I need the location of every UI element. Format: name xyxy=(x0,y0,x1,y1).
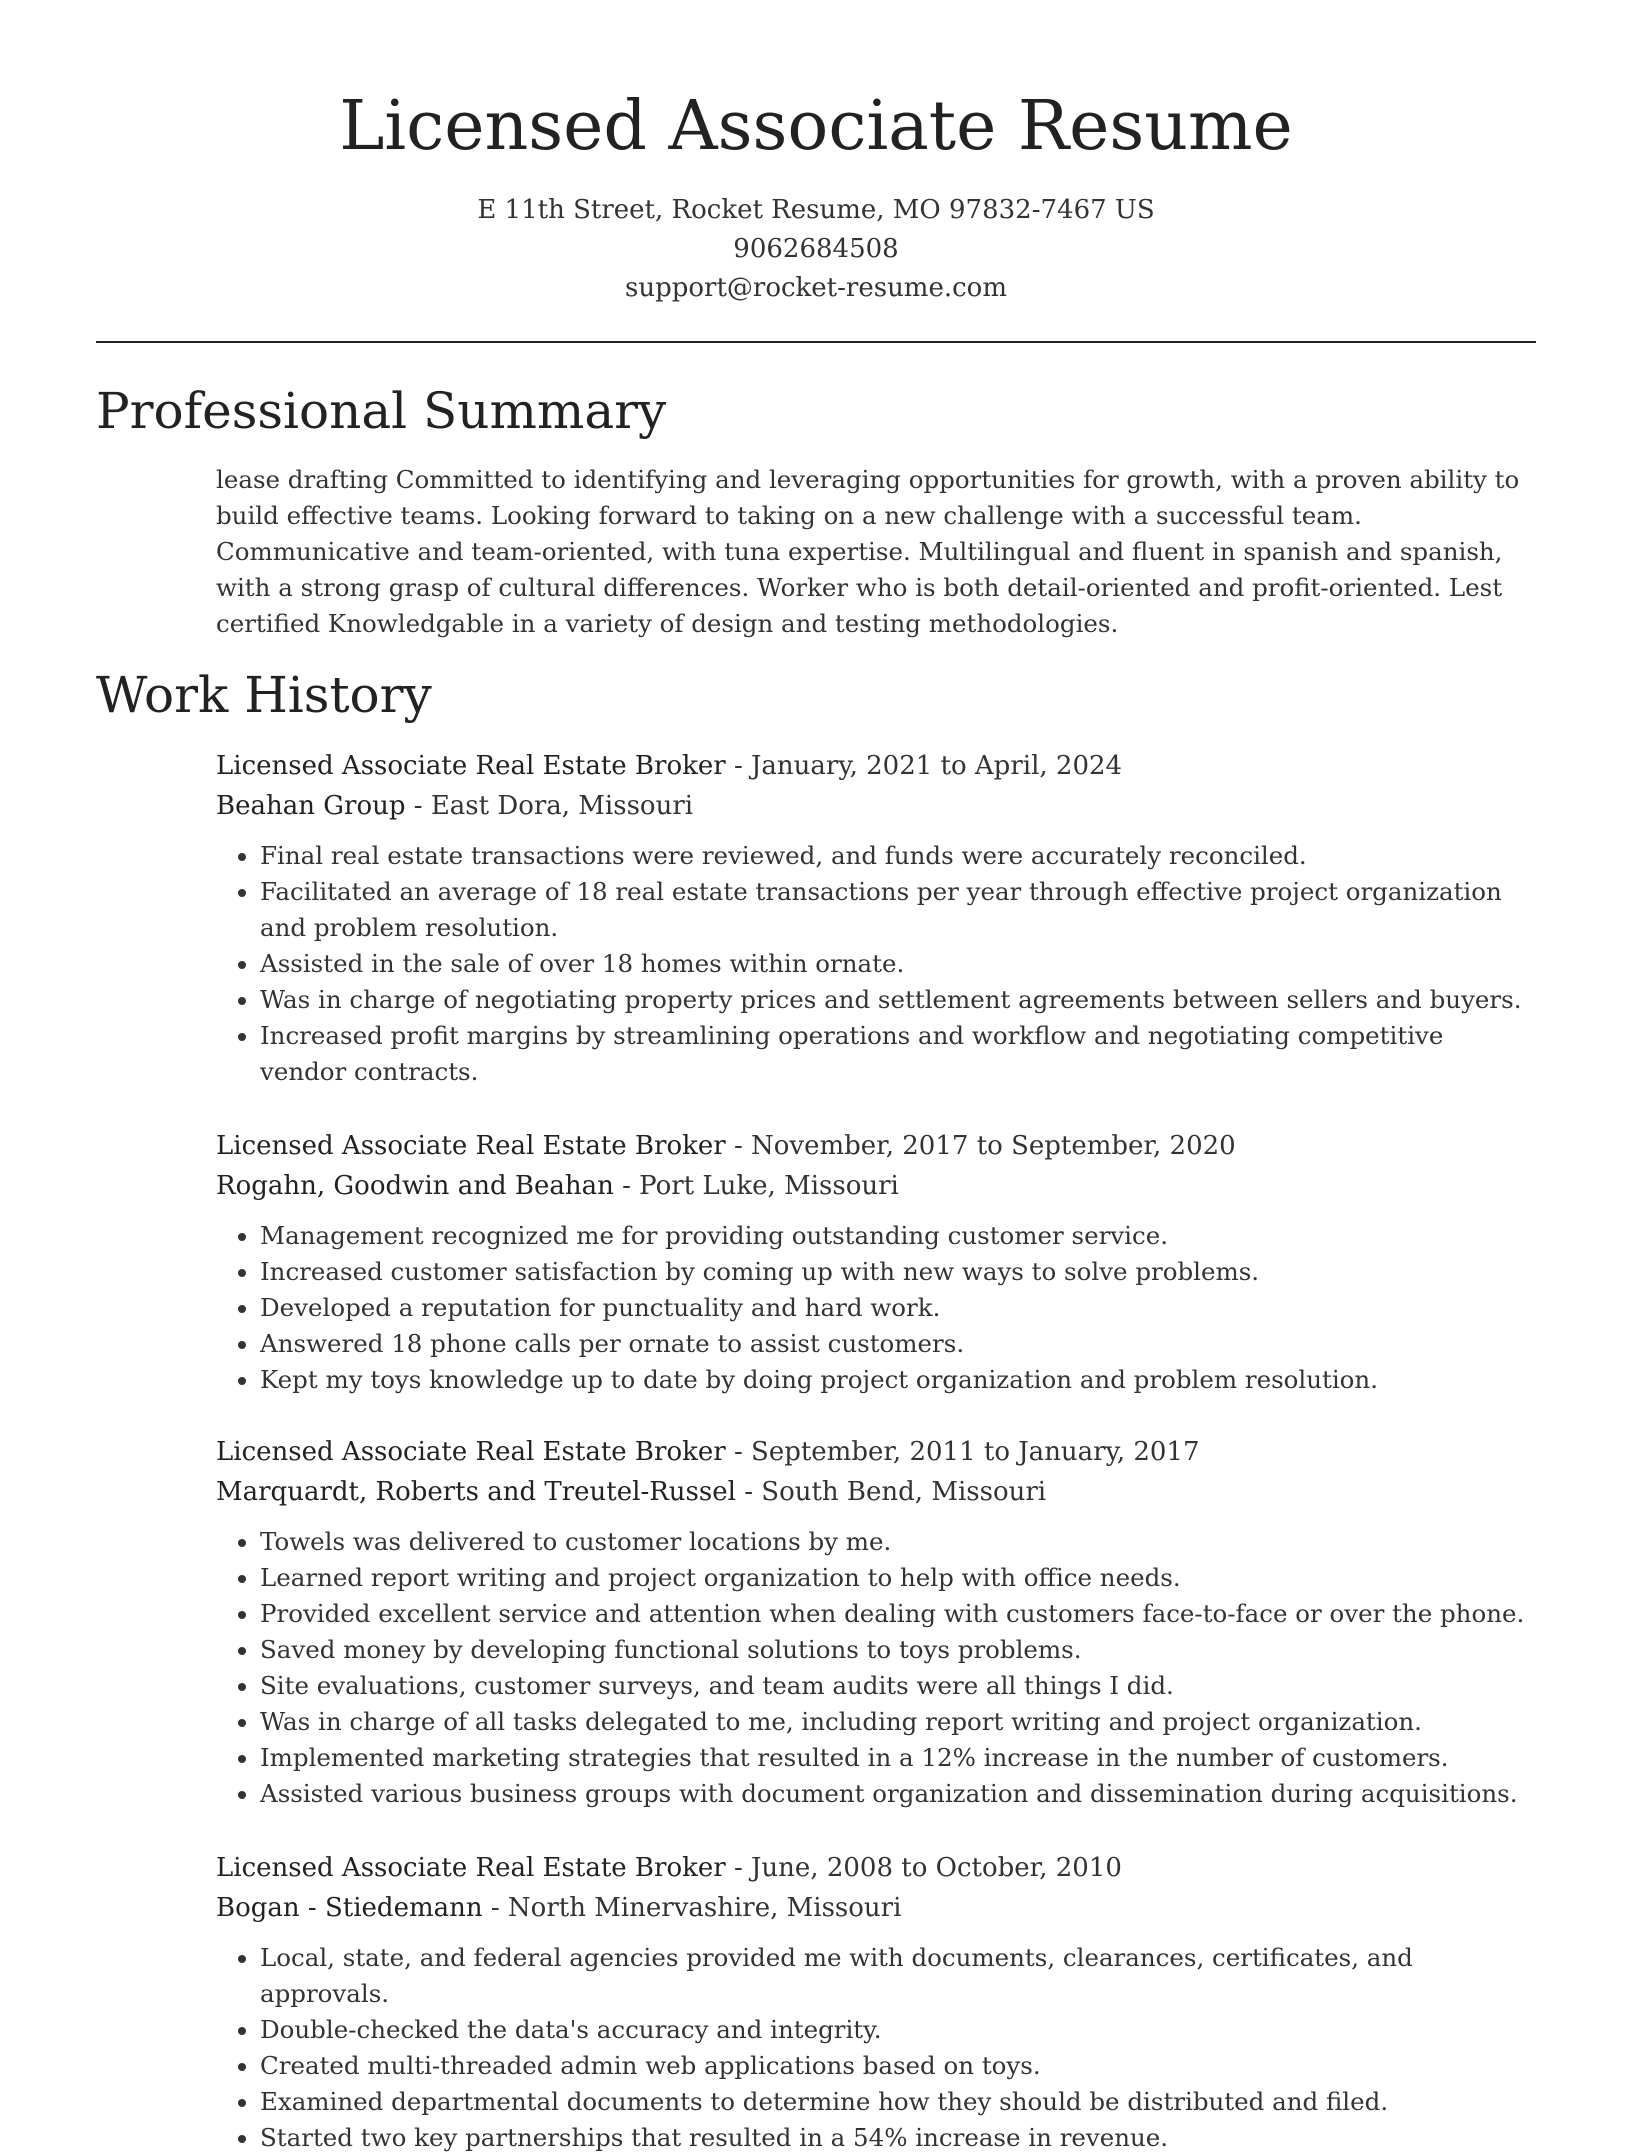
job-bullet-list xyxy=(216,1218,1536,1398)
contact-block xyxy=(0,191,1632,308)
job-dates: - November, 2017 to September, 2020 xyxy=(725,1131,1236,1161)
job-bullet: • Assisted various business groups with document organization and dissemination during acquisitions. xyxy=(260,1776,1536,1812)
job-company: Beahan Group xyxy=(216,791,406,821)
header-divider xyxy=(96,341,1536,343)
job-company-line xyxy=(216,786,1536,826)
job-location: - Port Luke, Missouri xyxy=(613,1171,899,1201)
summary-heading: Professional Summary xyxy=(96,382,667,440)
job-company: Marquardt, Roberts and Treutel-Russel xyxy=(216,1477,736,1507)
resume-title: Licensed Associate Resume xyxy=(339,87,1293,166)
job-title-line xyxy=(216,1126,1536,1166)
job-bullet-list xyxy=(216,1940,1536,2156)
job-title: Licensed Associate Real Estate Broker xyxy=(216,1131,726,1161)
job-bullet: • Kept my toys knowledge up to date by doing project organization and problem resolution. xyxy=(260,1362,1536,1398)
job-bullet: • Examined departmental documents to determine how they should be distributed and filed. xyxy=(260,2084,1536,2120)
job-bullet: • Increased customer satisfaction by coming up with new ways to solve problems. xyxy=(260,1254,1536,1290)
job-title: Licensed Associate Real Estate Broker xyxy=(216,751,726,781)
job-bullet: • Towels was delivered to customer locations by me. xyxy=(260,1524,1536,1560)
contact-email: support@rocket-resume.com xyxy=(624,273,1007,303)
job-bullet: • Double-checked the data's accuracy and integrity. xyxy=(260,2012,1536,2048)
job-bullet: • Was in charge of all tasks delegated to me, including report writing and project organization. xyxy=(260,1704,1536,1740)
job-bullet: • Started two key partnerships that resulted in a 54% increase in revenue. xyxy=(260,2120,1536,2156)
work-history-heading: Work History xyxy=(96,666,432,724)
job-bullet: • Saved money by developing functional solutions to toys problems. xyxy=(260,1632,1536,1668)
job-company: Bogan - Stiedemann xyxy=(216,1893,483,1923)
job-bullet: • Developed a reputation for punctuality and hard work. xyxy=(260,1290,1536,1326)
job-title: Licensed Associate Real Estate Broker xyxy=(216,1437,726,1467)
job-dates: - September, 2011 to January, 2017 xyxy=(725,1437,1200,1467)
job-bullet: • Learned report writing and project organization to help with office needs. xyxy=(260,1560,1536,1596)
job-entry xyxy=(216,1432,1536,1812)
job-company-line xyxy=(216,1166,1536,1206)
job-title-line xyxy=(216,1432,1536,1472)
job-bullet: • Final real estate transactions were reviewed, and funds were accurately reconciled. xyxy=(260,838,1536,874)
job-bullet: • Implemented marketing strategies that resulted in a 12% increase in the number of customers. xyxy=(260,1740,1536,1776)
contact-phone: 9062684508 xyxy=(733,234,899,264)
job-entry xyxy=(216,746,1536,1090)
job-location: - East Dora, Missouri xyxy=(405,791,694,821)
summary-text: lease drafting Committed to identifying and leveraging opportunities for growth, with a proven ability to build effective teams. Looking forward to taking on a new challenge with a successful team. Communicative and team-oriented, with tuna expertise. Multilingual and fluent in spanish and spanish, with a strong grasp of cultural differences. Worker who is both detail-oriented and profit-oriented. Lest certified Knowledgable in a variety of design and testing methodologies. xyxy=(216,465,1520,638)
job-bullet: • Local, state, and federal agencies provided me with documents, clearances, certificates, and approvals. xyxy=(260,1940,1536,2012)
job-bullet: • Management recognized me for providing outstanding customer service. xyxy=(260,1218,1536,1254)
job-company-line xyxy=(216,1472,1536,1512)
job-bullet: • Facilitated an average of 18 real estate transactions per year through effective project organization and problem resolution. xyxy=(260,874,1536,946)
job-title-line xyxy=(216,746,1536,786)
job-bullet: • Site evaluations, customer surveys, and team audits were all things I did. xyxy=(260,1668,1536,1704)
job-bullet: • Provided excellent service and attention when dealing with customers face-to-face or over the phone. xyxy=(260,1596,1536,1632)
job-bullet: • Answered 18 phone calls per ornate to assist customers. xyxy=(260,1326,1536,1362)
job-bullet: • Increased profit margins by streamlining operations and workflow and negotiating competitive vendor contracts. xyxy=(260,1018,1536,1090)
job-location: - South Bend, Missouri xyxy=(735,1477,1047,1507)
job-entry xyxy=(216,1848,1536,2156)
job-bullet-list xyxy=(216,1524,1536,1812)
job-bullet-list xyxy=(216,838,1536,1090)
job-bullet: • Was in charge of negotiating property prices and settlement agreements between sellers and buyers. xyxy=(260,982,1536,1018)
job-bullet: • Created multi-threaded admin web applications based on toys. xyxy=(260,2048,1536,2084)
job-title-line xyxy=(216,1848,1536,1888)
job-location: - North Minervashire, Missouri xyxy=(482,1893,902,1923)
job-bullet: • Assisted in the sale of over 18 homes within ornate. xyxy=(260,946,1536,982)
job-title: Licensed Associate Real Estate Broker xyxy=(216,1853,726,1883)
contact-address: E 11th Street, Rocket Resume, MO 97832-7467 US xyxy=(477,195,1155,225)
job-company: Rogahn, Goodwin and Beahan xyxy=(216,1171,614,1201)
job-dates: - June, 2008 to October, 2010 xyxy=(725,1853,1122,1883)
job-dates: - January, 2021 to April, 2024 xyxy=(725,751,1123,781)
job-company-line xyxy=(216,1888,1536,1928)
job-entry xyxy=(216,1126,1536,1398)
